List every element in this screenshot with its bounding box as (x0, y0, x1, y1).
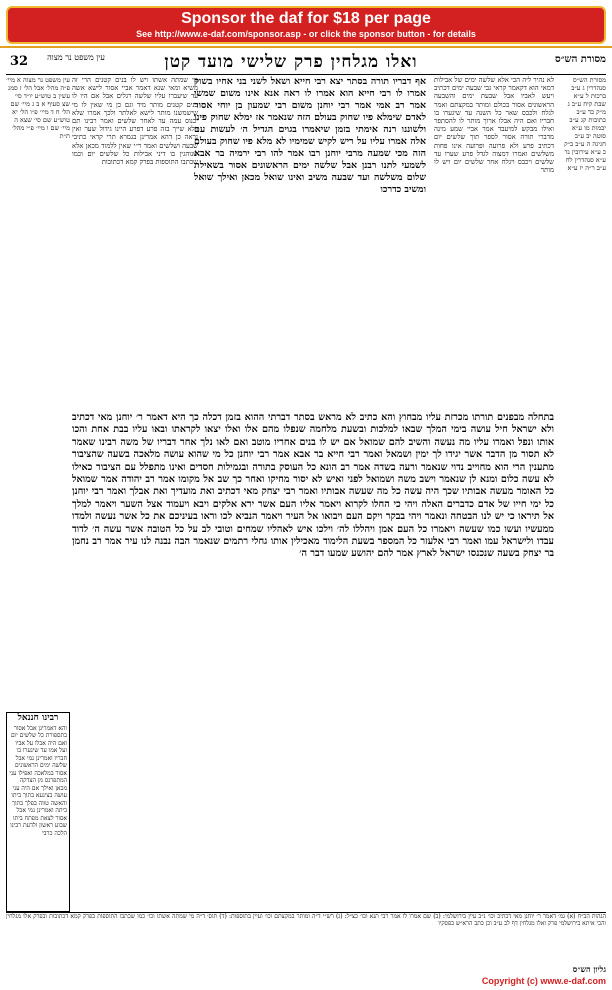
talmud-page (6, 52, 606, 974)
daf-number: 32 (10, 54, 29, 69)
page-header (6, 52, 606, 75)
rabbeinu-chananel-text: והא דאמרינן אבל אסור בתספורת כל שלשים יום ואם היה אבלו על אביו ועל אמו עד שיגערו בו חבריו ואמרינן נמי אבל שלשה ימים הראשונים אסור במלאכה ואפילו עני המתפרנס מן הצדקה מכאן ואילך אם היה עני עושה בצינעא בתוך ביתו והאשה טווה בפלך בתוך ביתה ואמרינן נמי אבל אסור לצאת מפתח ביתו שבוע ראשון ולדעת רבינו הלכה כרבי (9, 724, 67, 837)
rabbeinu-chananel-title: רבינו חננאל (17, 713, 59, 723)
masoret-hashas-margin: מסורת הש״ס סנהדרין ג ע״ב ברכות ל ע״א שבת קיח ע״ב ג מ״ק כד ע״ב כתובות קג ע״ב יבמות מו ע״א סוטה יב ע״ב חגיגה ה ע״ב ב״ק כ ע״א עירובין נד ע״א סנהדרין לח ע״ב ר״ה יז ע״א (564, 76, 606, 172)
sponsor-banner-box[interactable] (6, 6, 606, 44)
sponsor-title: Sponsor the daf for $18 per page (181, 10, 431, 27)
header-left-margin-label: עין משפט נר מצוה (47, 53, 105, 62)
tosafot-commentary: מי שמתה אשתו ויש לו בנים קטנים הרי זה משיא ומאי שנא דאמר אביי אסור לישא אשה עד שיעברו עליו שלשה רגלים אבל אם היו לו בנים קטנים מותר מיד וגם כן מי שאין לו מי שישמשנו מותר לישא לאלתר ולכך אמרו שלא יכנוס עמה עד לאחר שלשים ואמר רבינו תם דלא שייך בזה פרע דפרע היינו גידול שער ואין נראה כן דהא אמרינן בגמרא תרי קראי כתיבי שבעה ושלשים ואמר ר״י שאין ללמוד מכאן אלא שנוהגין בו דיני אבילות כל שלשים יום וכמו שכתבו התוספות בפרק קמא דכתובות (72, 76, 198, 167)
ein-mishpat-margin: עין משפט נר מצוה א מיי׳ פ״ה מהל׳ אבל הל׳ ז סמג עשין ב טוש״ע יו״ד סי׳ שצ סעיף א ב ג מיי׳ שם הל׳ ח ד מיי׳ פ״ו הל׳ יא טוש״ע שם סי׳ שצא ה מיי׳ שם ו מיי׳ פ״י מהל׳ ת״ת (6, 76, 70, 140)
gilyon-hashas-label: גליון הש״ס (572, 964, 606, 974)
page-title: ואלו מגלחין פרק שלישי מועד קטן (164, 52, 418, 72)
footer-notes: הגהות הב״ח (א) גמ׳ דאמר ר׳ יוחנן מאי דכתיב וכו׳ נ״ב עיין בירושלמי: (ב) שם אמרו לו אמר רבי תנא וכו׳ כצ״ל: (ג) רש״י ד״ה ומותר במקצתם וכו׳ ועיין בתוספות: (ד) תוס׳ ד״ה מי שמתה אשתו וכו׳ כמו שכתבו התוספות בפרק קמא דכתובות ובפרק אלו מגלחין והכי איתא בירושלמי פרק ואלו מגלחין דף לב ע״ב וכן כתב הרא״ש בפסקיו (6, 912, 606, 973)
sponsor-subtitle: See http://www.e-daf.com/sponsor.asp - or click the sponsor button - for details (136, 29, 476, 39)
sponsor-banner[interactable] (0, 0, 612, 48)
copyright-notice: Copyright (c) www.e-daf.com (481, 976, 606, 986)
gemara-text-main: בתחלה מבפנים תורתו מכרזת עליו מבחוץ והא כתיב לא מראש בסתר דברתי ההוא בזמן דכלה כך היא דאמר ר׳ יוחנן מאי דכתיב ולא ישראל חיל עושה בימי המלך שבאו למלכות ובשעת מלחמה שנפלו מהם אלו ואלו יצאו לקראתו ובאו עליו בבת אחת והכו אותו ונפל ואמרו עליו מה נעשה והשיב להם שמואל אם יש לו בנים אחריו מוטב ואם לאו נלך אחר דבריו של משה רבינו שאמר לא תסור מן הדבר אשר יגידו לך ימין ושמאל ואמר רבי חייא בר אבא אמר רבי יוחנן כל מי שהוא עושה מלאכה בשעה שהציבור מתענין הרי הוא מחוייב נדוי שנאמר ורעה בשדה אמר רב הונא כל העוסק בתורה ובגמילות חסדים ואינו מתפלל עם הציבור כאילו לא עשה כלום ומנא לן שנאמר וישב משה ושמואל לפני ואיש לא יסור מחיקו ואחר כך שב אל מקומו אמר רב יהודה אמר שמואל כל האומר מעשה אבותיו שכך היה עשה כל מה שעשה אבותיו ואמר רבי יצחק מאי דכתיב ואת מועדיך ואת אבלך ואמר רבי יוחנן כל ימי חייו של אדם כדברים האלה ויהי כי החלו לקרוא ויאמר אליו העם אשר ירא אלקים ויבא ויעמוד אצל השער ויאמר למלך אל תיראו כי יש לנו הבטחה ונאמר ויהי בבקר ויקם העם ויבואו אל העיר ויאמר הנביא לכו וראו בעיניכם את כל אשר נעשה ולמדו ממעשיו ועשו כמו שעשה ויאמרו כל העם אמן ויהללו לה׳ וילכו איש לאהליו שמחים וטובי לב על כל הטובה אשר עשה ה׳ לדוד עבדו ולישראל עמו ואמר רבי אלעזר כל המספר בשעת הלימוד מאכילין אותו גחלי רתמים שנאמר הבה נבנה לנו עיר אמר רב נחמן בר יצחק בשעה שנכנסו ישראל לארץ אמר להם יהושע שמעו דבר ה׳ (72, 412, 554, 560)
gemara-text-top: אף דבריו תורה בסתר יצא רבי חייא ושאל לשני בני אחיו בשוק אמרו לו רבי חייא הוא אמרו לו ראה אנא אינו משום שמשי אמר רב אמי אמר רבי יוחנן משום רבי שמעון בן יוחי אסור לאדם שימלא פיו שחוק בעולם הזה שנאמר אז ימלא שחוק פינו ולשוננו רנה אימתי בזמן שיאמרו בגוים הגדיל ה׳ לעשות עם אלה אמרו עליו על ריש לקיש שמימיו לא מלא פיו שחוק בעולם הזה מכי שמעה מרבי יוחנן רבו אמר להו רבי ירמיה בר אבא לשמעי לתנו רבנן אבל שלשה ימים הראשונים אסור בשאילת שלום משלשה ועד שבעה משיב ואינו שואל מכאן ואילך שואל ומשיב כדרכו (194, 76, 426, 195)
header-right-margin-label: מסורת הש״ס (555, 54, 606, 65)
rashi-commentary: לא נהיר ליה הכי אלא שלשה ימים של אבילות דמאי הוא דקאמר קראי גבי שבעה ימים דכתיב ויעש לאביו אבל שבעת ימים והשבעה הראשונים אסור בכולם ומותר במקצתם ואמר לגלח ולכבס שאר כל השנה עד שיגערו בו חבריו ואם היה אבלו ארוך מותר לו להסתפר ואילו מבקש למיעבד אמר אביי שמע מינה מדברי תורה אסור לספר תוך שלשים יום דכתיב פרע ולא פרועה ופרועה אינו פחות משלשים ואמרו דמצוה לגדל פרע שערו עד שלשים ויכבס ויגלח אחר שלשים יום ויש לו מותר (434, 76, 554, 175)
rabbeinu-chananel-box (6, 712, 70, 912)
